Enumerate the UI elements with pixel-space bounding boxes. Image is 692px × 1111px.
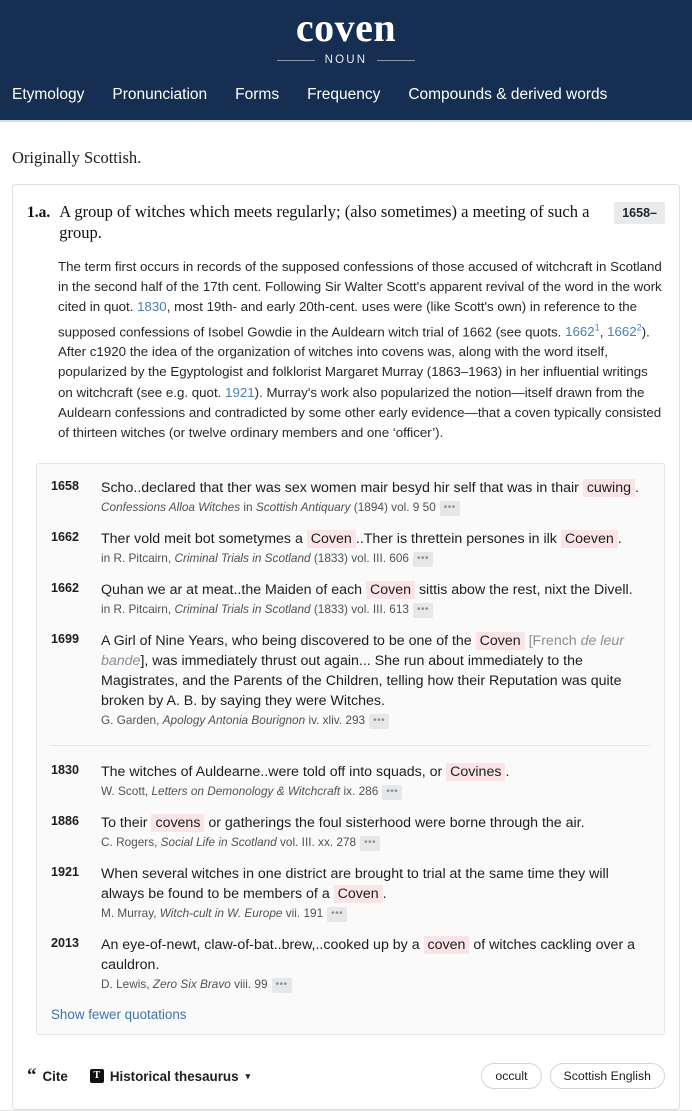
quotation-source — [101, 783, 650, 800]
quotation-text — [101, 864, 650, 904]
quotation-text — [101, 529, 650, 549]
sense-definition: A group of witches which meets regularly; (also sometimes) a meeting of such a group. — [59, 202, 590, 242]
quotation-text-run: . — [617, 531, 622, 548]
keyword-highlight: Coeven — [561, 530, 618, 548]
quotation-text — [101, 631, 650, 711]
source-text: C. Rogers, — [101, 835, 161, 850]
quotation-text-run: Scho..declared that ther was sex women mair besyd hir self that was in thair — [101, 480, 583, 497]
source-text: M. Murray, — [101, 906, 160, 921]
quotation-text — [101, 935, 650, 975]
quotation-text-run: . — [382, 886, 387, 903]
source-title: Scottish Antiquary — [255, 500, 351, 515]
nav-item-frequency[interactable]: Frequency — [307, 86, 381, 103]
quotation-expand-button[interactable]: ••• — [327, 907, 347, 922]
quotation-expand-button[interactable]: ••• — [272, 978, 292, 993]
quotation-text-run: sittis abow the rest, nixt the Divell. — [415, 582, 633, 599]
quotation-date: 2013 — [51, 936, 80, 951]
quotation-item — [51, 529, 650, 567]
quotation-item — [51, 762, 650, 800]
entry-page — [0, 122, 692, 1110]
source-text: ix. 286 — [340, 784, 379, 799]
quotation-item — [51, 813, 650, 851]
nav-item-compounds-derived-words[interactable]: Compounds & derived words — [408, 86, 608, 103]
source-text: (1833) vol. III. 613 — [310, 602, 409, 617]
quotation-source — [101, 601, 650, 618]
quotation-item — [51, 631, 650, 729]
quotation-source — [101, 976, 650, 993]
quotation-text-run: . — [634, 480, 639, 497]
quotation-source — [101, 905, 650, 922]
source-text: iv. xliv. 293 — [305, 713, 366, 728]
quotation-date: 1662 — [51, 581, 80, 596]
quotation-text-run: Quhan we ar at meat..the Maiden of each — [101, 582, 366, 599]
show-fewer-quotations-link[interactable]: Show fewer quotations — [51, 1007, 187, 1023]
keyword-highlight: Covines — [446, 763, 505, 781]
chevron-down-icon: ▾ — [245, 1070, 251, 1081]
source-title: Apology Antonia Bourignon — [162, 713, 306, 728]
keyword-highlight: coven — [424, 936, 470, 954]
keyword-highlight: cuwing — [583, 479, 635, 497]
tag-list — [481, 1063, 665, 1089]
nav-item-etymology[interactable]: Etymology — [12, 86, 85, 103]
keyword-highlight: Coven — [476, 632, 525, 650]
source-title: Letters on Demonology & Witchcraft — [151, 784, 341, 799]
quotation-text — [101, 813, 650, 833]
quotation-link[interactable]: 1921 — [225, 384, 255, 400]
quotation-expand-button[interactable]: ••• — [382, 785, 402, 800]
quotation-text — [101, 762, 650, 782]
quotation-text-run: When several witches in one district are brought to trial at the same time they will always be found to be members of a — [101, 866, 609, 903]
nav-item-forms[interactable]: Forms — [235, 86, 280, 103]
quotation-link[interactable]: 1830 — [137, 299, 167, 315]
quotation-source — [101, 712, 650, 729]
sense-note — [58, 257, 665, 443]
section-nav — [0, 72, 692, 120]
thesaurus-icon: T — [90, 1069, 104, 1083]
part-of-speech-row — [0, 54, 692, 66]
date-range-badge: 1658– — [614, 202, 665, 224]
entry-footer — [27, 1051, 665, 1099]
tag-pill[interactable]: occult — [481, 1063, 541, 1089]
quotation-item — [51, 864, 650, 922]
quotation-item — [51, 478, 650, 516]
page-title: coven — [295, 5, 397, 50]
quote-icon: “ — [27, 1065, 37, 1087]
quotation-text-run: A Girl of Nine Years, who being discovered to be one of the — [101, 633, 476, 650]
link-superscript: 1 — [594, 322, 600, 333]
keyword-highlight: Coven — [366, 581, 415, 599]
divider-right — [377, 60, 415, 61]
source-title: Zero Six Bravo — [152, 977, 231, 992]
quotation-text-run: An eye-of-newt, claw-of-bat..brew,..cooked up by a — [101, 937, 424, 954]
quotation-body — [101, 631, 650, 729]
source-text: viii. 99 — [230, 977, 268, 992]
divider-left — [277, 60, 315, 61]
quotations-panel — [36, 463, 665, 1035]
source-title: Social Life in Scotland — [160, 835, 277, 850]
quotation-text-run: of witches cackling over a cauldron. — [101, 937, 636, 974]
source-text: G. Garden, — [101, 713, 163, 728]
quotation-item — [51, 580, 650, 618]
quotation-text-run: The witches of Auldearne..were told off into squads, or — [101, 764, 447, 781]
gloss-lead: [French — [524, 633, 581, 650]
quotation-expand-button[interactable]: ••• — [360, 836, 380, 851]
quotation-body — [101, 580, 650, 618]
quotation-expand-button[interactable]: ••• — [369, 714, 389, 729]
source-title: Criminal Trials in Scotland — [174, 551, 311, 566]
quotation-link[interactable]: 1662$^2$ — [607, 322, 642, 340]
cite-button[interactable] — [27, 1065, 68, 1087]
source-text: in R. Pitcairn, — [101, 551, 175, 566]
quotation-date: 1830 — [51, 763, 80, 778]
quotation-text-run: To their — [101, 815, 152, 832]
source-text: D. Lewis, — [101, 977, 153, 992]
sense-number: 1.a. — [27, 204, 51, 221]
quotation-body — [101, 478, 650, 516]
quotation-divider — [51, 745, 650, 746]
source-text: (1833) vol. III. 606 — [310, 551, 409, 566]
keyword-highlight: Coven — [307, 530, 356, 548]
footer-actions — [27, 1065, 251, 1087]
quotation-date: 1662 — [51, 530, 80, 545]
quotation-body — [101, 864, 650, 922]
link-superscript: 2 — [636, 322, 642, 333]
quotation-text-run: Ther vold meit bot sometymes a — [101, 531, 307, 548]
historical-thesaurus-label: Historical thesaurus — [109, 1068, 239, 1084]
quotation-expand-button[interactable]: ••• — [413, 603, 433, 618]
note-text: , — [599, 324, 608, 340]
quotation-text-run: . — [505, 764, 510, 781]
source-title: Criminal Trials in Scotland — [174, 602, 311, 617]
source-text: in — [240, 500, 256, 515]
source-text: W. Scott, — [101, 784, 152, 799]
quotation-item — [51, 935, 650, 993]
source-text: vii. 191 — [282, 906, 324, 921]
headword-block — [0, 0, 692, 72]
quotation-text — [101, 478, 650, 498]
sense-card — [12, 184, 680, 1110]
gloss-italic: de leur bande — [101, 633, 625, 670]
part-of-speech-label: NOUN — [324, 54, 368, 66]
source-text: (1894) vol. 9 50 — [350, 500, 436, 515]
quotation-expand-button[interactable]: ••• — [440, 501, 460, 516]
quotation-body — [101, 529, 650, 567]
note-text: ). After c1920 the idea of the organization of witches into covens was, along with the word itself, popularized by the Egyptologist and folklorist Margaret Murray (1863–1963) in her influential writings on witchcraft (see e.g. quot. — [58, 324, 650, 400]
note-text: , most 19th- and early 20th-cent. uses were (like Scott's own) in reference to the supposed confessions of Isobel Gowdie in the Auldearn witch trial of 1662 (see quots. — [58, 299, 638, 340]
quotation-body — [101, 935, 650, 993]
quotation-body — [101, 762, 650, 800]
quotation-source — [101, 834, 650, 851]
quotation-source — [101, 550, 650, 567]
quotation-text — [101, 580, 650, 600]
quotation-date: 1921 — [51, 865, 80, 880]
source-text: vol. III. xx. 278 — [276, 835, 357, 850]
historical-thesaurus-button[interactable] — [90, 1069, 250, 1084]
source-text: in R. Pitcairn, — [101, 602, 175, 617]
tag-pill[interactable]: Scottish English — [550, 1063, 666, 1089]
quotation-expand-button[interactable]: ••• — [413, 552, 433, 567]
nav-item-pronunciation[interactable]: Pronunciation — [112, 86, 208, 103]
quotation-text-run: ..Ther is threttein persones in ilk — [355, 531, 561, 548]
quotation-date: 1658 — [51, 479, 80, 494]
origin-note: Originally Scottish. — [12, 148, 142, 167]
source-title: Confessions Alloa Witches — [101, 500, 241, 515]
keyword-highlight: covens — [151, 814, 204, 832]
quotation-date: 1886 — [51, 814, 80, 829]
quotation-text-run: or gatherings the foul sisterhood were borne through the air. — [204, 815, 585, 832]
note-text: ). Murray's work also popularized the notion—itself drawn from the Auldearn confessions and contradicted by some other early evidence—that a coven typically consisted of thirteen witches (or twelve ordinary members and one ‘officer’). — [58, 384, 662, 441]
quotation-link[interactable]: 1662$^1$ — [565, 322, 600, 340]
quotation-date: 1699 — [51, 632, 80, 647]
sense-header — [27, 201, 665, 243]
quotation-text-run: ], was immediately thrust out again... She run about immediately to the Magistrates, and the Parents of the Children, telling how their Reputation was quite broken by A. B. by saying they were Witches. — [101, 653, 622, 710]
quotation-source — [101, 499, 650, 516]
source-title: Witch-cult in W. Europe — [159, 906, 283, 921]
note-text: The term first occurs in records of the supposed confessions of those accused of witchcraft in Scotland in the second half of the 17th cent. Following Sir Walter Scott's apparent revival of the word in the work cited in quot. — [58, 259, 662, 315]
keyword-highlight: Coven — [334, 885, 383, 903]
quotation-body — [101, 813, 650, 851]
entry-header — [0, 0, 692, 120]
cite-label: Cite — [42, 1068, 68, 1084]
